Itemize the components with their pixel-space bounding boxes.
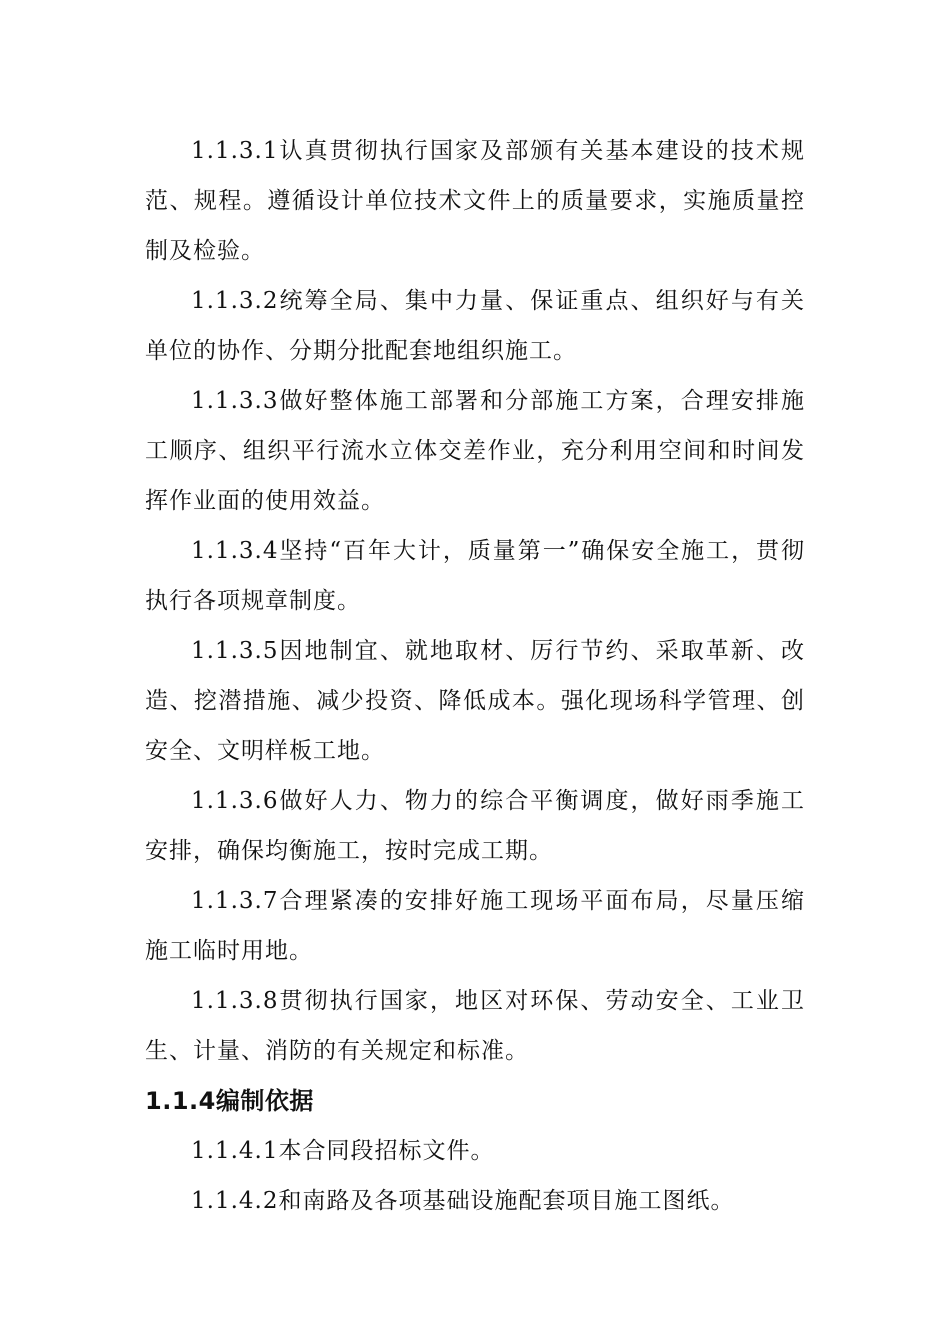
paragraph-1-1-4-1: 1.1.4.1本合同段招标文件。 xyxy=(191,1138,495,1164)
paragraph-1-1-3-5: 1.1.3.5因地制宜、就地取材、厉行节约、采取革新、改造、挖潜措施、减少投资、降低成本。强化现场科学管理、创安全、文明样板工地。 xyxy=(145,638,805,764)
section-heading-1-1-4: 1.1.4编制依据 xyxy=(145,1087,314,1115)
paragraph-1-1-3-6: 1.1.3.6做好人力、物力的综合平衡调度，做好雨季施工安排，确保均衡施工，按时完成工期。 xyxy=(145,788,805,864)
paragraph-1-1-3-1: 1.1.3.1认真贯彻执行国家及部颁有关基本建设的技术规范、规程。遵循设计单位技术文件上的质量要求，实施质量控制及检验。 xyxy=(145,138,805,264)
document-body xyxy=(145,126,805,1226)
paragraph-1-1-3-4: 1.1.3.4坚持“百年大计，质量第一”确保安全施工，贯彻执行各项规章制度。 xyxy=(145,538,805,614)
paragraph-1-1-3-2: 1.1.3.2统筹全局、集中力量、保证重点、组织好与有关单位的协作、分期分批配套地组织施工。 xyxy=(145,288,805,364)
paragraph-1-1-4-2: 1.1.4.2和南路及各项基础设施配套项目施工图纸。 xyxy=(191,1188,735,1214)
paragraph-1-1-3-8: 1.1.3.8贯彻执行国家，地区对环保、劳动安全、工业卫生、计量、消防的有关规定和标准。 xyxy=(145,988,805,1064)
paragraph-1-1-3-3: 1.1.3.3做好整体施工部署和分部施工方案，合理安排施工顺序、组织平行流水立体交差作业，充分利用空间和时间发挥作业面的使用效益。 xyxy=(145,388,805,514)
paragraph-1-1-3-7: 1.1.3.7合理紧凑的安排好施工现场平面布局，尽量压缩施工临时用地。 xyxy=(145,888,805,964)
